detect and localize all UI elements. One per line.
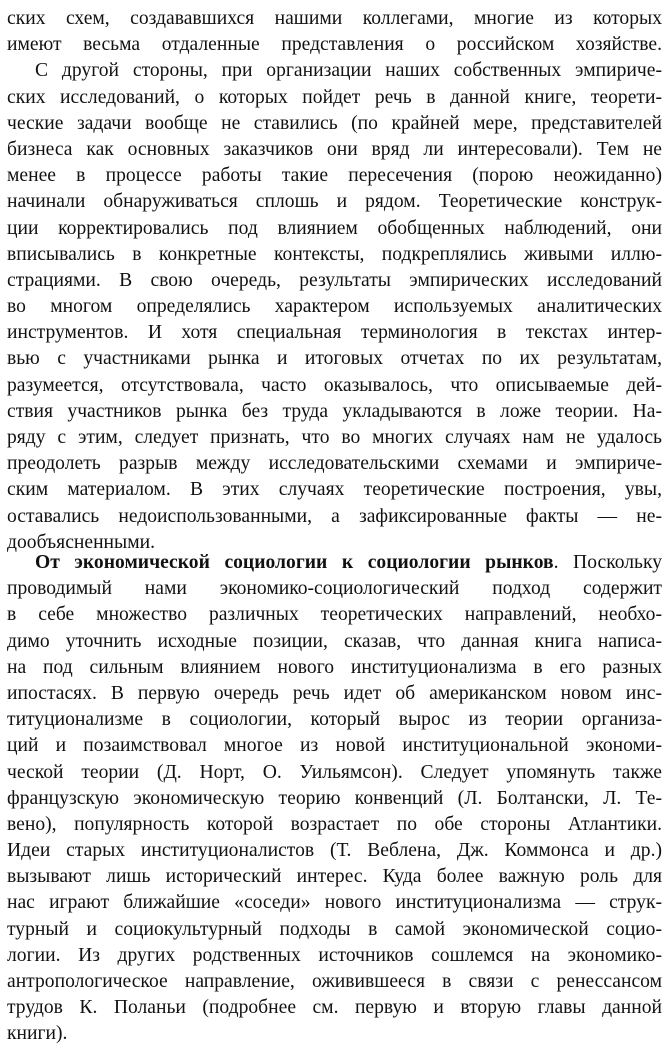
text-line: ствия участников рынка без труда укладываются в ложе теории. На- (7, 400, 662, 422)
text-line: ипостасях. В первую очередь речь идет об американском новом инс- (7, 682, 662, 704)
text-line: ций и позаимствовал многое из новой институциональной экономи- (7, 735, 662, 757)
text-line: бизнеса как основных заказчиков они вряд ли интересовали). Тем не (7, 138, 662, 160)
text-line: ским материалом. В этих случаях теоретические построения, увы, (7, 479, 662, 501)
section-heading: От экономической социологии к социологии рынков (35, 552, 554, 573)
text-line: французскую экономическую теорию конвенций (Л. Болтански, Л. Те- (7, 787, 662, 809)
text-line: начинали обнаруживаться сплошь и рядом. Теоретические конструк- (7, 191, 662, 213)
text-line: имеют весьма отдаленные представления о российском хозяйстве. (7, 34, 662, 56)
text-line: трудов К. Поланьи (подробнее см. первую и вторую главы данной (7, 997, 662, 1019)
text-line: вью с участниками рынка и итоговых отчетах по их результатам, (7, 348, 662, 370)
text-line: во многом определялись характером используемых аналитических (7, 296, 662, 318)
text-line: разумеется, отсутствовала, часто оказывалось, что описываемые дей- (7, 374, 662, 396)
paragraph-research-methods (7, 6, 662, 556)
text-line: книги). (7, 1023, 68, 1045)
text-line: Идеи старых институционалистов (Т. Веблена, Дж. Коммонса и др.) (7, 840, 662, 862)
text-line: инструментов. И хотя специальная терминология в текстах интер- (7, 322, 662, 344)
text-line: проводимый нами экономико-социологический подход содержит (7, 578, 662, 600)
text-line: на под сильным влиянием нового институционализма в его разных (7, 656, 662, 678)
text-line: ческие задачи вообще не ставились (по крайней мере, представителей (7, 112, 662, 134)
text-line: ряду с этим, следует признать, что во многих случаях нам не удалось (7, 427, 662, 448)
text-line: антропологическое направление, оживившееся в связи с ренессансом (7, 971, 662, 992)
paragraph-economic-sociology (7, 550, 662, 1048)
text-line: ческой теории (Д. Норт, О. Уильямсон). Следует упомянуть также (7, 761, 662, 783)
text-line: ции корректировались под влиянием обобщенных наблюдений, они (7, 217, 662, 239)
text-line: нас играют ближайшие «соседи» нового институционализма — струк- (7, 892, 662, 914)
text-line: С другой стороны, при организации наших собственных эмпириче- (35, 60, 662, 82)
text-line: ских схем, создававшихся нашими коллегами, многие из которых (7, 8, 662, 29)
section-first-line (7, 550, 662, 576)
text-line: дообъясненными. (7, 531, 155, 553)
text-line: страциями. В свою очередь, результаты эмпирических исследований (7, 269, 662, 291)
text-line: димо уточнить исходные позиции, сказав, что данная книга написа- (7, 630, 662, 652)
text-line: вписывались в конкретные контексты, подкреплялись живыми иллю- (7, 243, 662, 265)
text-line: менее в процессе работы такие пересечения (порою неожиданно) (7, 165, 662, 187)
text-line: вызывают лишь исторический интерес. Куда более важную роль для (7, 866, 662, 888)
text-line: турный и социокультурный подходы в самой экономической социо- (7, 918, 662, 940)
text-line: логии. Из других родственных источников сошлемся на экономико- (7, 944, 662, 966)
text-line: преодолеть разрыв между исследовательскими схемами и эмпириче- (7, 453, 662, 475)
text-line: оставались недоиспользованными, а зафиксированные факты — не- (7, 505, 662, 527)
text-line: в себе множество различных теоретических направлений, необхо- (7, 604, 662, 626)
text-line: титуционализме в социологии, который вырос из теории организа- (7, 709, 662, 731)
text-line: ских исследований, о которых пойдет речь в данной книге, теорети- (7, 86, 662, 108)
text-line: вено), популярность которой возрастает по обе стороны Атлантики. (7, 813, 662, 835)
heading-continuation: . Поскольку (553, 552, 663, 573)
